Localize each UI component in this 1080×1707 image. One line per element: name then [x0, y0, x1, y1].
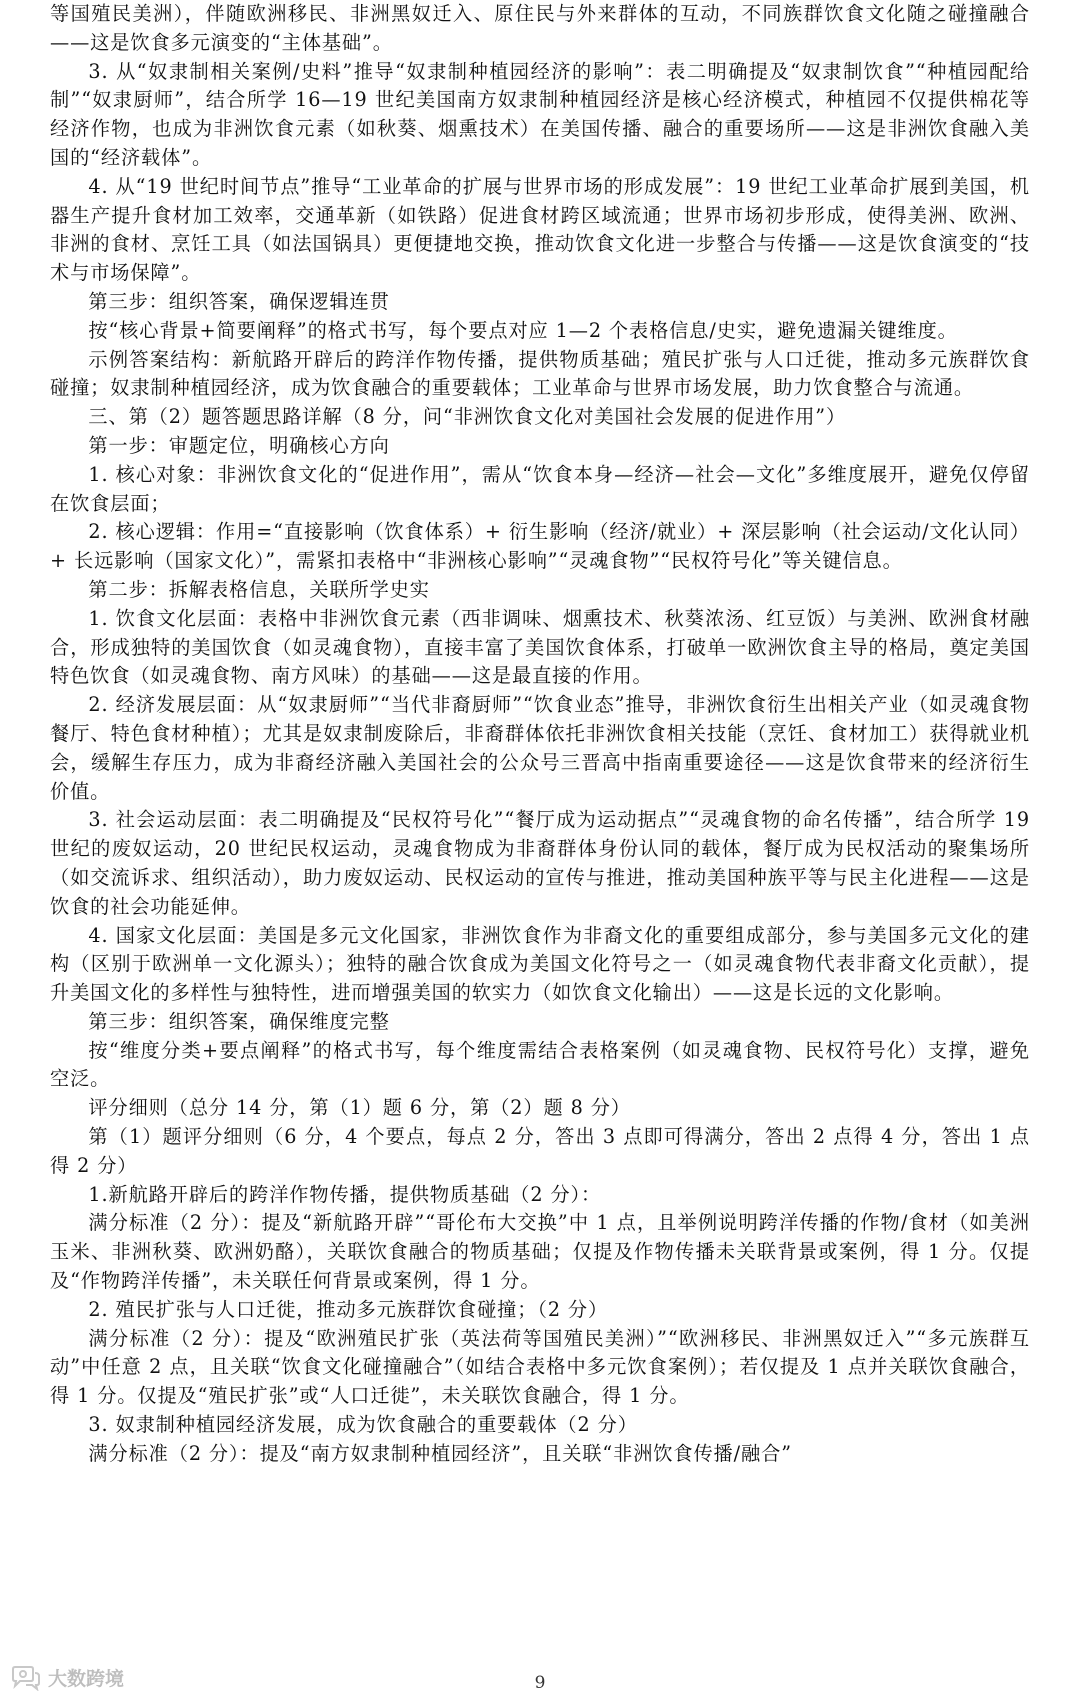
paragraph: 4. 国家文化层面：美国是多元文化国家，非洲饮食作为非裔文化的重要组成部分，参与美国多元文化的建构（区别于欧洲单一文化源头）；独特的融合饮食成为美国文化符号之一（如灵魂食物代表非裔文化贡献），提升美国文化的多样性与独特性，进而增强美国的软实力（如饮食文化输出）——这是长远的文化影响。	[50, 923, 1030, 1005]
paragraph: 2. 殖民扩张与人口迁徙，推动多元族群饮食碰撞；（2 分）	[88, 1297, 609, 1321]
page-number: 9	[534, 1673, 546, 1693]
document-body	[50, 0, 1030, 1469]
paragraph: 1. 核心对象：非洲饮食文化的“促进作用”，需从“饮食本身—经济—社会—文化”多维度展开，避免仅停留在饮食层面；	[50, 462, 1030, 515]
paragraph: 4. 从“19 世纪时间节点”推导“工业革命的扩展与世界市场的形成发展”：19 世纪工业革命扩展到美国，机器生产提升食材加工效率，交通革新（如铁路）促进食材跨区域流通；世界市场初步形成，使得美洲、欧洲、非洲的食材、烹饪工具（如法国锅具）更便捷地交换，推动饮食文化进一步整合与传播——这是饮食演变的“技术与市场保障”。	[50, 174, 1030, 285]
watermark-text: 大数跨境	[48, 1668, 125, 1690]
paragraph: 3. 从“奴隶制相关案例/史料”推导“奴隶制种植园经济的影响”：表二明确提及“奴隶制饮食”“种植园配给制”“奴隶厨师”，结合所学 16—19 世纪美国南方奴隶制种植园经济是核心经济模式，种植园不仅提供棉花等经济作物，也成为非洲饮食元素（如秋葵、烟熏技术）在美国传播、融合的重要场所——这是非洲饮食融入美国的“经济载体”。	[50, 59, 1030, 169]
paragraph: 满分标准（2 分）：提及“新航路开辟”“哥伦布大交换”中 1 点，且举例说明跨洋传播的作物/食材（如美洲玉米、非洲秋葵、欧洲奶酪），关联饮食融合的物质基础；仅提及作物传播未关联背景或案例，得 1 分。仅提及“作物跨洋传播”，未关联任何背景或案例，得 1 分。	[50, 1211, 1030, 1293]
paragraph: 评分细则（总分 14 分，第（1）题 6 分，第（2）题 8 分）	[88, 1096, 631, 1120]
paragraph: 按“核心背景+简要阐释”的格式书写，每个要点对应 1—2 个表格信息/史实，避免遗漏关键维度。	[88, 318, 958, 342]
paragraph: 第三步：组织答案，确保维度完整	[88, 1009, 390, 1033]
paragraph: 1. 饮食文化层面：表格中非洲饮食元素（西非调味、烟熏技术、秋葵浓汤、红豆饭）与美洲、欧洲食材融合，形成独特的美国饮食（如灵魂食物），直接丰富了美国饮食体系，打破单一欧洲饮食主导的格局，奠定美国特色饮食（如灵魂食物、南方风味）的基础——这是最直接的作用。	[50, 606, 1030, 688]
paragraph: 3. 奴隶制种植园经济发展，成为饮食融合的重要载体（2 分）	[88, 1413, 638, 1437]
paragraph: 满分标准（2 分）：提及“欧洲殖民扩张（英法荷等国殖民美洲）”“欧洲移民、非洲黑奴迁入”“多元族群互动”中任意 2 点，且关联“饮食文化碰撞融合”（如结合表格中多元饮食案例）；若仅提及 1 点并关联饮食融合，得 1 分。仅提及“殖民扩张”或“人口迁徙”，未关联饮食融合，得 1 分。	[50, 1326, 1030, 1408]
chat-bubble-logo-icon	[10, 1665, 42, 1691]
paragraph: 第三步：组织答案，确保逻辑连贯	[88, 289, 390, 313]
paragraph: 等国殖民美洲），伴随欧洲移民、非洲黑奴迁入、原住民与外来群体的互动，不同族群饮食文化随之碰撞融合——这是饮食多元演变的“主体基础”。	[50, 2, 1030, 54]
paragraph: 2. 核心逻辑：作用=“直接影响（饮食体系）+ 衍生影响（经济/就业）+ 深层影响（社会运动/文化认同）+ 长远影响（国家文化）”，需紧扣表格中“非洲核心影响”“灵魂食物”“民权符号化”等关键信息。	[50, 520, 1030, 573]
paragraph: 2. 经济发展层面：从“奴隶厨师”“当代非裔厨师”“饮食业态”推导，非洲饮食衍生出相关产业（如灵魂食物餐厅、特色食材种植）；尤其是奴隶制废除后，非裔群体依托非洲饮食相关技能（烹饪、食材加工）获得就业机会，缓解生存压力，成为非裔经济融入美国社会的公众号三晋高中指南重要途径——这是饮食带来的经济衍生价值。	[50, 693, 1030, 803]
paragraph: 1.新航路开辟后的跨洋作物传播，提供物质基础（2 分）：	[88, 1182, 602, 1206]
paragraph: 三、第（2）题答题思路详解（8 分，问“非洲饮食文化对美国社会发展的促进作用”）	[88, 405, 847, 429]
watermark	[10, 1664, 124, 1691]
paragraph: 示例答案结构：新航路开辟后的跨洋作物传播，提供物质基础；殖民扩张与人口迁徙，推动多元族群饮食碰撞；奴隶制种植园经济，成为饮食融合的重要载体；工业革命与世界市场发展，助力饮食整合与流通。	[50, 347, 1030, 400]
document-page	[50, 0, 1030, 1707]
paragraph: 满分标准（2 分）：提及“南方奴隶制种植园经济”，且关联“非洲饮食传播/融合”	[88, 1441, 792, 1465]
paragraph: 第（1）题评分细则（6 分，4 个要点，每点 2 分，答出 3 点即可得满分，答出 2 点得 4 分，答出 1 点得 2 分）	[50, 1125, 1030, 1177]
paragraph: 3. 社会运动层面：表二明确提及“民权符号化”“餐厅成为运动据点”“灵魂食物的命名传播”，结合所学 19 世纪的废奴运动，20 世纪民权运动，灵魂食物成为非裔群体身份认同的载体，餐厅成为民权活动的聚集场所（如交流诉求、组织活动），助力废奴运动、民权运动的宣传与推进，推动美国种族平等与民主化进程——这是饮食的社会功能延伸。	[50, 808, 1030, 918]
paragraph: 按“维度分类+要点阐释”的格式书写，每个维度需结合表格案例（如灵魂食物、民权符号化）支撑，避免空泛。	[50, 1038, 1030, 1091]
paragraph: 第一步：审题定位，明确核心方向	[88, 433, 390, 457]
paragraph: 第二步：拆解表格信息，关联所学史实	[88, 577, 430, 601]
